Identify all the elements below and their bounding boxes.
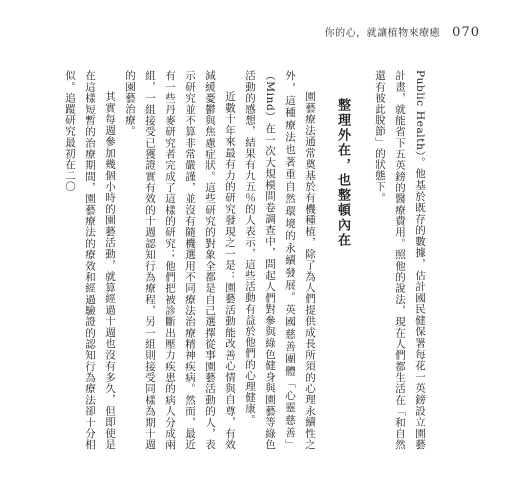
continued-paragraph: Public Health）。他基於既存的數據，估計國民健保署每花一英鎊設立園藝計畫，就能省下五英鎊的醫療費用。照他的說法，現在人們都生活在「和自然還有彼此脫節」的狀態下。 (374, 70, 426, 450)
page-number: 070 (452, 25, 480, 40)
running-title: 你的心，就讓植物來療癒 (324, 28, 441, 39)
vertical-text-body (64, 70, 430, 450)
paragraph-1: 園藝療法通常奠基於有機種植，除了為人們提供成長所須的心理永續性之外，這種療法也著重自然環境的永續發展。英國慈善團體「心靈慈善」（Mind）在一次大規模問卷調查中，問起人們對參與綠色健身與園藝等綠色活動的感想，結果有九五％的人表示，這些活動有益於他們的心理健康。 (244, 70, 316, 450)
section-heading: 整理外在，也整頓內在 (335, 98, 350, 248)
paragraph-3: 其實每週參加幾個小時的園藝活動，就算經過十週也沒有多久，但即使是在這樣短暫的治療期間，園藝療法的療效和經過驗證的認知行為療法卻十分相似。追蹤研究最初在二〇 (64, 70, 116, 450)
paragraph-2: 近數十年來最有力的研究發現之一是：園藝活動能改善心情與自尊，有效減緩憂鬱與焦慮症狀。這些研究的對象全都是自己選擇從事園藝活動的人，表示研究並不算非常嚴謹，並沒有隨機選用不同療法治療精神疾病。然而，最近有一些丹麥研究者完成了這樣的研究；他們把被診斷出壓力疾患的病人分成兩組，一組接受已獲證實有效的十週認知行為療程，另一組則接受同樣為期十週的園藝治療。 (124, 70, 236, 450)
page-header (325, 24, 480, 40)
